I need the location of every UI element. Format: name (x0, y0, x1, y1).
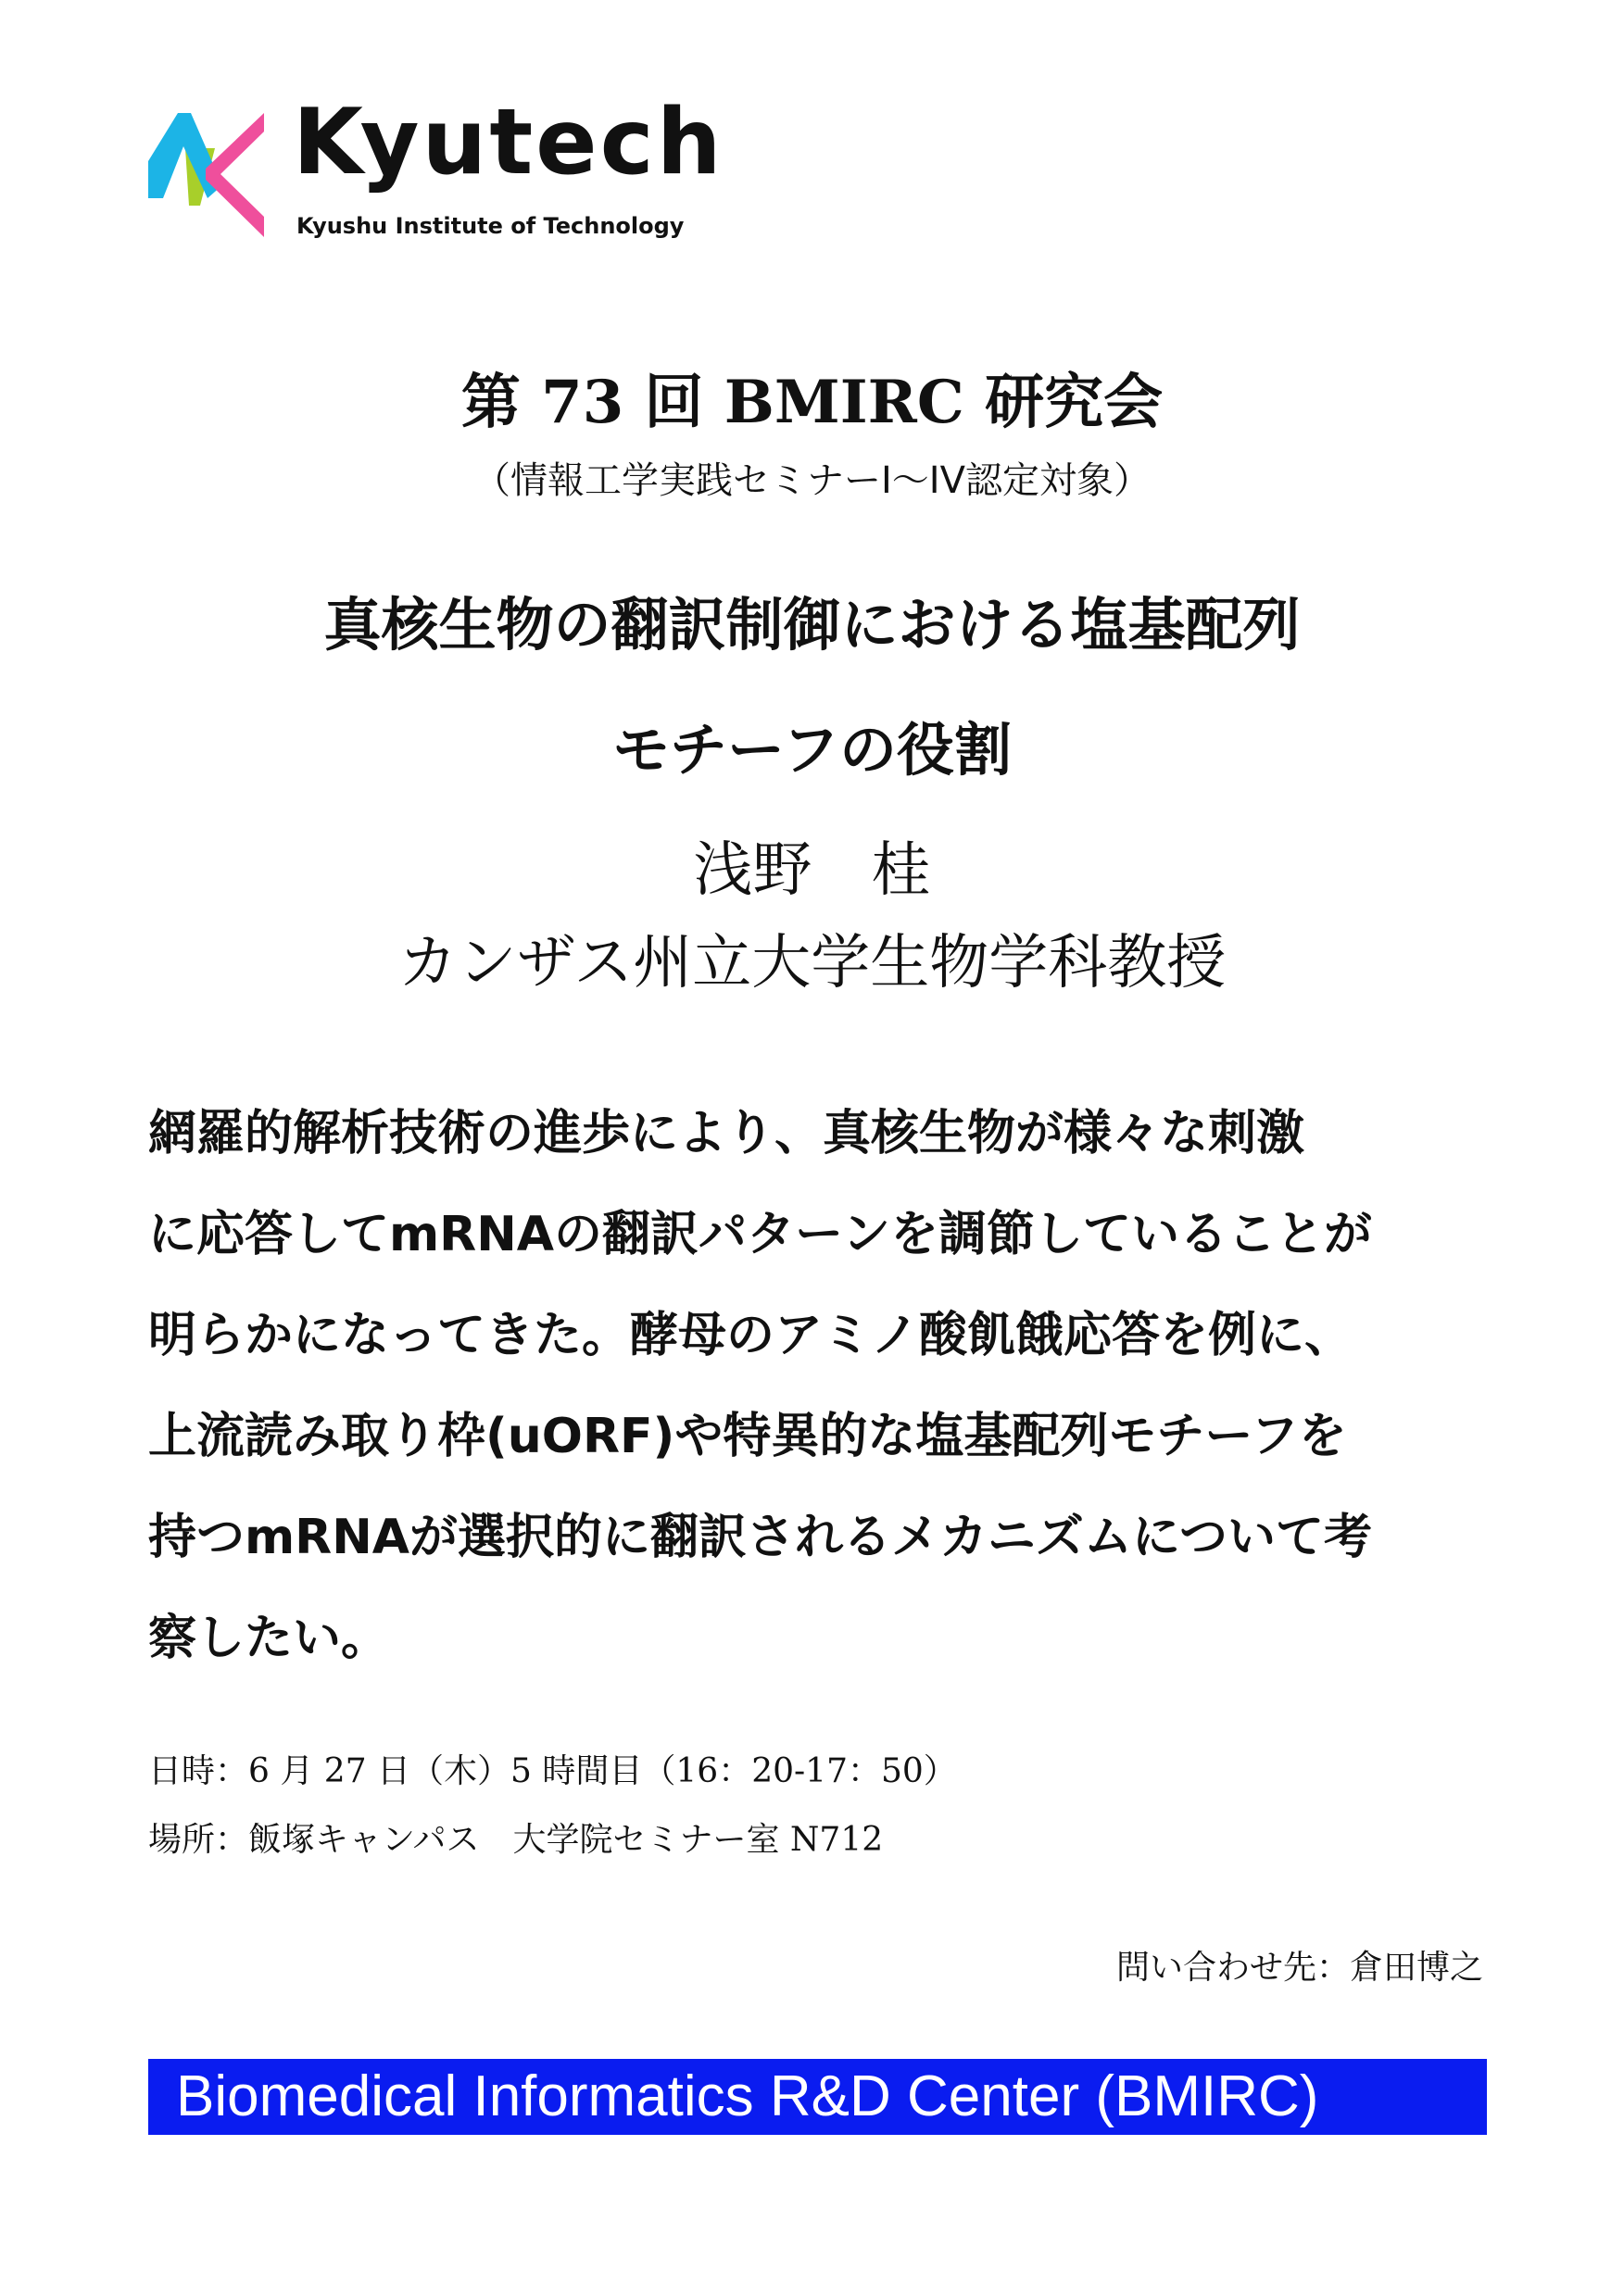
abstract-line: 上流読み取り枠(uORF)や特異的な塩基配列モチーフを (148, 1409, 1347, 1464)
kyutech-logo-mark (148, 113, 264, 237)
logo-tagline: Kyushu Institute of Technology (296, 213, 685, 239)
event-subtitle: （情報工学実践セミナーI〜IV認定対象） (473, 459, 1151, 502)
talk-title-line-1: 真核生物の翻訳制御における塩基配列 (323, 591, 1301, 659)
abstract-line: に応答してmRNAの翻訳パターンを調節していることが (148, 1207, 1372, 1262)
event-location: 場所：飯塚キャンパス 大学院セミナー室 N712 (148, 1821, 884, 1859)
logo-wordmark: Kyutech (293, 90, 724, 195)
footer-banner-text: Biomedical Informatics R&D Center (BMIRC) (176, 2064, 1319, 2128)
abstract (148, 1084, 1501, 1689)
talk-title-line-2: モチーフの役割 (612, 716, 1012, 784)
abstract-line: 網羅的解析技術の進歩により、真核生物が様々な刺激 (148, 1106, 1305, 1161)
abstract-line: 明らかになってきた。酵母のアミノ酸飢餓応答を例に、 (148, 1308, 1353, 1363)
speaker-affiliation: カンザス州立大学生物学科教授 (397, 929, 1227, 997)
event-title: 第 73 回 BMIRC 研究会 (460, 368, 1164, 437)
abstract-line: 察したい。 (148, 1611, 390, 1666)
abstract-line: 持つmRNAが選択的に翻訳されるメカニズムについて考 (148, 1510, 1372, 1565)
speaker-name: 浅野 桂 (693, 836, 931, 905)
footer-banner (148, 2059, 1487, 2135)
event-datetime: 日時：6 月 27 日（木）5 時間目（16：20-17：50） (148, 1752, 957, 1790)
contact-person: 問い合わせ先：倉田博之 (1115, 1949, 1483, 1987)
